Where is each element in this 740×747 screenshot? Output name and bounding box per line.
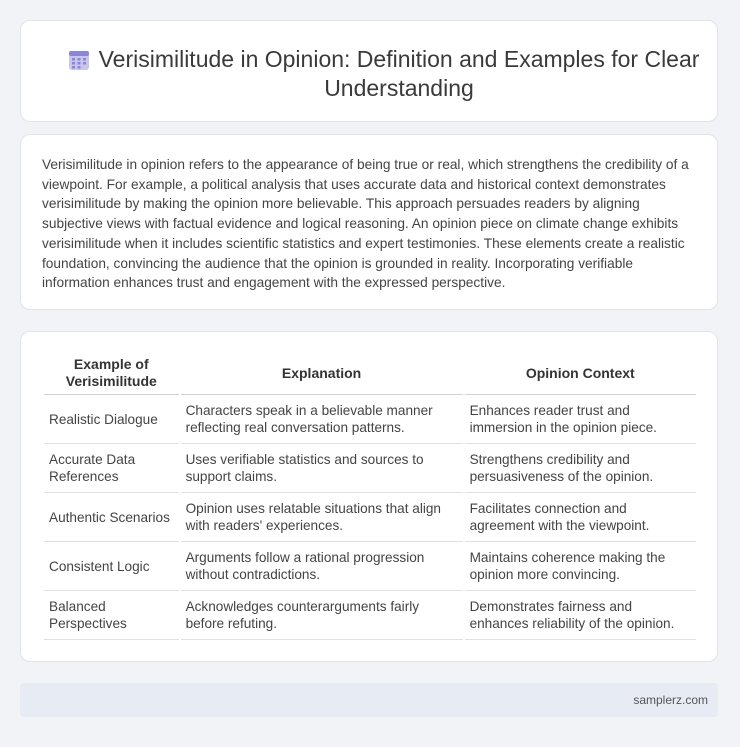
footer bbox=[20, 683, 718, 717]
context-cell: Facilitates connection and agreement with the viewpoint. bbox=[465, 493, 696, 542]
page-title: Verisimilitude in Opinion: Definition and Examples for Clear Understanding bbox=[98, 46, 700, 101]
table-header-row bbox=[44, 352, 696, 395]
example-cell: Balanced Perspectives bbox=[44, 591, 179, 640]
context-cell: Strengthens credibility and persuasiveness of the opinion. bbox=[465, 444, 696, 493]
context-cell: Maintains coherence making the opinion more convincing. bbox=[465, 542, 696, 591]
title-card bbox=[20, 20, 718, 122]
table-row bbox=[44, 395, 696, 444]
explanation-cell: Acknowledges counterarguments fairly before refuting. bbox=[181, 591, 463, 640]
intro-paragraph: Verisimilitude in opinion refers to the appearance of being true or real, which strengthens the credibility of a viewpoint. For example, a political analysis that uses accurate data and historical context demonstrates verisimilitude by making the opinion more believable. This approach persuades readers by aligning subjective views with factual evidence and logical reasoning. An opinion piece on climate change exhibits verisimilitude when it includes scientific statistics and expert testimonies. These elements create a realistic foundation, convincing the audience that the opinion is grounded in reality. Incorporating verifiable information enhances trust and engagement with the expressed perspective. bbox=[42, 157, 689, 291]
calendar-icon bbox=[67, 48, 91, 72]
table-row bbox=[44, 542, 696, 591]
table-row bbox=[44, 493, 696, 542]
example-cell: Authentic Scenarios bbox=[44, 493, 179, 542]
column-header-example: Example of Verisimilitude bbox=[44, 352, 179, 395]
table-row bbox=[44, 591, 696, 640]
intro-card bbox=[20, 134, 718, 310]
context-cell: Enhances reader trust and immersion in the opinion piece. bbox=[465, 395, 696, 444]
example-cell: Consistent Logic bbox=[44, 542, 179, 591]
table-card bbox=[20, 331, 718, 662]
explanation-cell: Uses verifiable statistics and sources to support claims. bbox=[181, 444, 463, 493]
explanation-cell: Characters speak in a believable manner reflecting real conversation patterns. bbox=[181, 395, 463, 444]
example-cell: Accurate Data References bbox=[44, 444, 179, 493]
example-cell: Realistic Dialogue bbox=[44, 395, 179, 444]
explanation-cell: Opinion uses relatable situations that align with readers' experiences. bbox=[181, 493, 463, 542]
table-row bbox=[44, 444, 696, 493]
column-header-explanation: Explanation bbox=[181, 352, 463, 395]
footer-site-link[interactable]: samplerz.com bbox=[633, 693, 708, 707]
explanation-cell: Arguments follow a rational progression without contradictions. bbox=[181, 542, 463, 591]
examples-table bbox=[42, 352, 698, 640]
column-header-context: Opinion Context bbox=[465, 352, 696, 395]
context-cell: Demonstrates fairness and enhances reliability of the opinion. bbox=[465, 591, 696, 640]
